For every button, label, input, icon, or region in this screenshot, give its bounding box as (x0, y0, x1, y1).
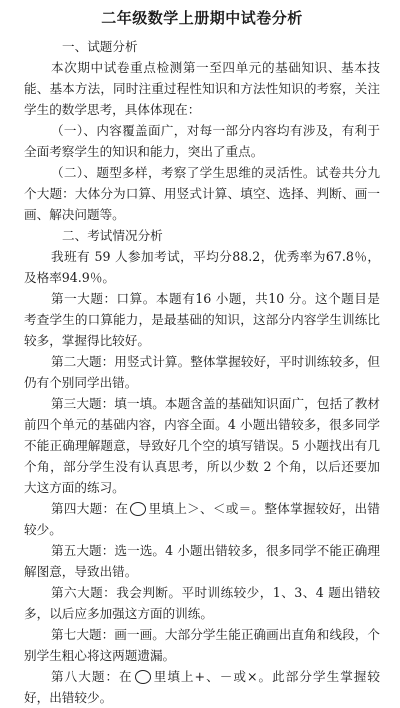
question-8-analysis (24, 666, 380, 708)
question-7-analysis: 第七大题：画一画。大部分学生能正确画出直角和线段，个别学生粗心将这两题遗漏。 (24, 627, 380, 663)
section-heading-2: 二、考试情况分析 (62, 228, 163, 243)
section1-intro: 本次期中试卷重点检测第一至四单元的基础知识、基本技能、基本方法，同时注重过程性知识和方法性知识的考察，关注学生的数学思考，具体体现在： (24, 60, 380, 117)
blank-circle-icon (135, 670, 151, 684)
section-heading-1: 一、试题分析 (62, 39, 138, 54)
blank-circle-icon (130, 502, 146, 516)
q8-lead-text: 第八大题：在 (51, 669, 133, 684)
document-title: 二年级数学上册期中试卷分析 (101, 9, 303, 27)
stats-paragraph: 我班有 59 人参加考试，平均分88.2，优秀率为67.8％，及格率94.9％。 (24, 249, 380, 285)
q4-lead-text: 第四大题：在 (51, 501, 129, 516)
q8-tail-text: 里填上+、－或×。此部分学生掌握较好，出错较少。 (24, 669, 381, 705)
question-1-analysis: 第一大题：口算。本题有16 小题，共10 分。这个题目是考查学生的口算能力，是最基础的知识，这部分内容学生训练比较多，掌握得比较好。 (24, 291, 380, 348)
question-2-analysis: 第二大题：用竖式计算。整体掌握较好，平时训练较多，但仍有个别同学出错。 (24, 354, 380, 390)
question-5-analysis: 第五大题：选一选。4 小题出错较多，很多同学不能正确理解图意，导致出错。 (24, 543, 380, 579)
point-1: （一）、内容覆盖面广，对每一部分内容均有涉及，有利于全面考察学生的知识和能力，突出了重点。 (24, 123, 380, 159)
question-3-analysis: 第三大题：填一填。本题含盖的基础知识面广，包括了教材前四个单元的基础内容，内容全面。4 小题出错较多，很多同学不能正确理解题意，导致好几个空的填写错误。5 小题找出有几个角，部分学生没有认真思考，所以少数 2 个角，以后还要加大这方面的练习。 (24, 396, 380, 495)
point-2: （二）、题型多样，考察了学生思维的灵活性。试卷共分九个大题：大体分为口算、用竖式计算、填空、选择、判断、画一画、解决问题等。 (24, 165, 380, 222)
q4-tail-text: 里填上＞、＜或＝。整体掌握较好，出错较少。 (24, 501, 380, 537)
question-6-analysis: 第六大题：我会判断。平时训练较少，1、3、4 题出错较多，以后应多加强这方面的训练。 (24, 585, 380, 621)
question-4-analysis (24, 498, 380, 540)
document-body (24, 36, 380, 708)
